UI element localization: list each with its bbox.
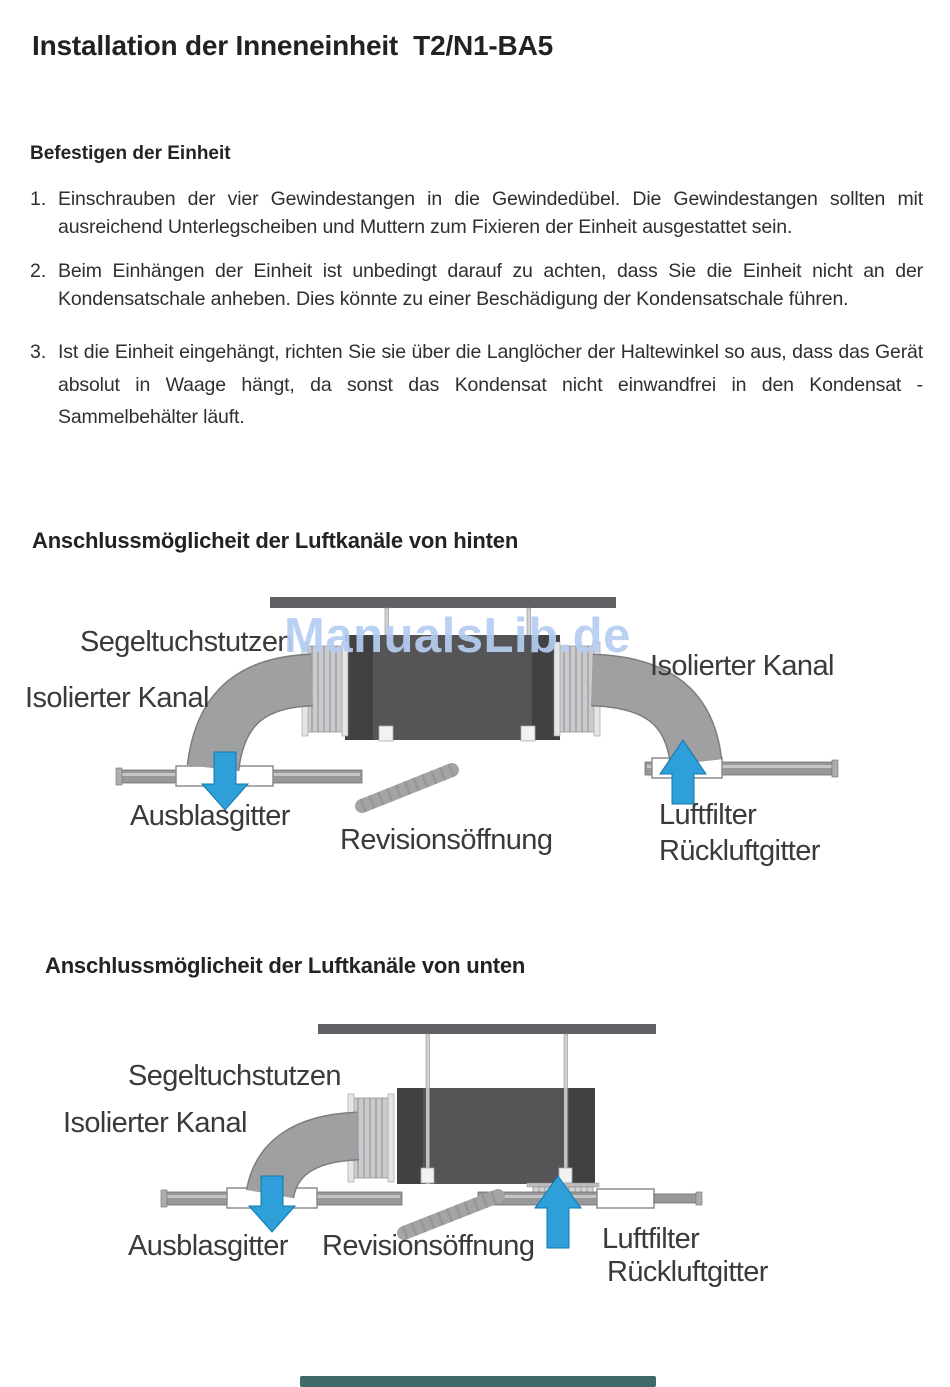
list-item [30, 336, 923, 434]
label-isolierter-kanal-right: Isolierter Kanal [650, 650, 834, 682]
list-item-text: Einschrauben der vier Gewindestangen in die Gewindedübel. Die Gewindestangen sollten mit ausreichend Unterlegscheiben und Muttern zum Fixieren der Einheit ausgestattet sein. [58, 188, 923, 238]
label-segeltuchstutzen: Segeltuchstutzen [128, 1060, 341, 1092]
label-rueckluftgitter: Rückluftgitter [659, 835, 820, 867]
label-rueckluftgitter: Rückluftgitter [607, 1256, 768, 1288]
label-luftfilter: Luftfilter [659, 799, 757, 831]
label-isolierter-kanal-left: Isolierter Kanal [25, 682, 209, 714]
diagram-back-heading: Anschlussmöglicheit der Luftkanäle von hinten [32, 528, 519, 553]
return-pipe-right [478, 1189, 702, 1208]
list-item [30, 258, 923, 313]
list-item-number: 3. [30, 340, 47, 363]
diagram-air-ducts-back [0, 590, 950, 900]
label-revisionsoeffnung: Revisionsöffnung [322, 1230, 535, 1262]
inspection-pipe [362, 770, 452, 806]
diagram-air-ducts-under [0, 1000, 950, 1320]
label-revisionsoeffnung: Revisionsöffnung [340, 824, 553, 856]
label-segeltuchstutzen: Segeltuchstutzen [80, 626, 293, 658]
list-item-text: Beim Einhängen der Einheit ist unbedingt darauf zu achten, dass Sie die Einheit nicht an der Kondensatschale anheben. Dies könnte zu einer Beschädigung der Kondensatschale führen. [58, 260, 923, 311]
list-item-number: 2. [30, 260, 47, 283]
return-grille-right [597, 1189, 654, 1208]
manualslib-watermark: ManualsLib.de [284, 609, 631, 663]
ceiling-bar [318, 1024, 656, 1034]
label-ausblasgitter: Ausblasgitter [128, 1230, 288, 1262]
inspection-pipe [404, 1196, 498, 1233]
label-isolierter-kanal: Isolierter Kanal [63, 1107, 247, 1139]
footer-bar [300, 1376, 656, 1387]
label-ausblasgitter: Ausblasgitter [130, 800, 290, 832]
page-title: Installation der Inneneinheit T2/N1-BA5 [32, 30, 553, 61]
diagram-under-drawing [0, 1000, 950, 1320]
list-item-number: 1. [30, 188, 47, 210]
fastening-steps [30, 186, 923, 451]
diagram-under-heading: Anschlussmöglicheit der Luftkanäle von unten [45, 953, 526, 978]
ceiling-bar [270, 597, 616, 608]
unit-end-panel-right [569, 1088, 595, 1184]
hanger-rod-left [426, 1034, 430, 1090]
unit-end-panel-left [397, 1088, 423, 1184]
list-item-text: Ist die Einheit eingehängt, richten Sie sie über die Langlöcher der Haltewinkel so aus, dass das Gerät absolut in Waage hängt, da sonst das Kondensat nicht einwandfrei in den Kondensat - Sammelbehälter läuft. [58, 340, 923, 429]
mounting-tab-left [421, 1168, 434, 1183]
mounting-tab-left [379, 726, 393, 741]
hanger-rod-right [564, 1034, 568, 1090]
label-luftfilter: Luftfilter [602, 1223, 700, 1255]
fastening-heading: Befestigen der Einheit [30, 143, 231, 164]
mounting-tab-right [521, 726, 535, 741]
list-item [30, 186, 923, 241]
